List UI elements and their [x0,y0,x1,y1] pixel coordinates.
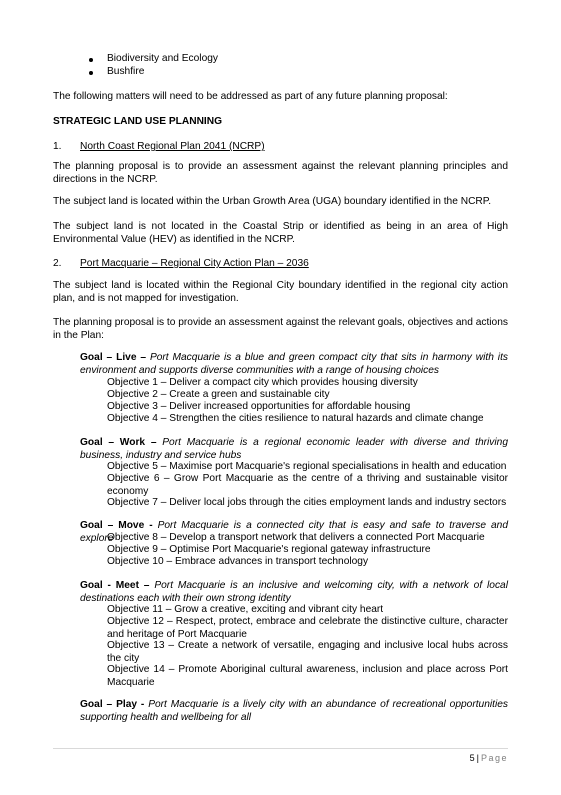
objective-item: Objective 5 – Maximise port Macquarie's regional specialisations in health and education [107,461,507,472]
goal-play [80,699,508,724]
bullet-item: Biodiversity and Ecology [107,53,218,64]
intro-paragraph: The following matters will need to be addressed as part of any future planning proposal: [53,91,448,102]
goal-meet [80,580,508,605]
bullet-dot [89,71,93,75]
section-1-paragraph: The planning proposal is to provide an assessment against the relevant planning principles and directions in the NCRP. [53,161,508,185]
section-2-paragraph: The subject land is located within the Regional City boundary identified in the regional city action plan, and is not mapped for investigation. [53,280,508,304]
objective-item: Objective 11 – Grow a creative, exciting and vibrant city heart [107,604,384,615]
section-1-title: North Coast Regional Plan 2041 (NCRP) [80,141,265,152]
goal-live [80,352,508,377]
section-2-title: Port Macquarie – Regional City Action Plan – 2036 [80,258,309,269]
goal-work [80,437,508,462]
goal-text: Port Macquarie is an inclusive and welcoming city, with a network of local destinations each with their own strong identity [80,580,508,604]
objective-item: Objective 12 – Respect, protect, embrace and celebrate the distinctive culture, character and heritage of Port Macquarie [107,616,508,640]
bullet-item: Bushfire [107,66,145,77]
objective-item: Objective 4 – Strengthen the cities resilience to natural hazards and climate change [107,413,484,424]
objective-item: Objective 8 – Develop a transport network that delivers a connected Port Macquarie [107,532,485,543]
section-2-paragraph: The planning proposal is to provide an assessment against the relevant goals, objectives and actions in the Plan: [53,317,508,341]
page-label: Page [480,753,508,763]
footer-separator: | [476,753,479,763]
footer-divider [53,748,508,749]
objective-item: Objective 9 – Optimise Port Macquarie's regional gateway infrastructure [107,544,431,555]
objective-item: Objective 14 – Promote Aboriginal cultural awareness, inclusion and place across Port Macquarie [107,664,508,688]
objective-item: Objective 7 – Deliver local jobs through the cities employment lands and industry sectors [107,497,507,508]
goal-label: Goal - Meet – [80,580,150,591]
objective-item: Objective 10 – Embrace advances in transport technology [107,556,369,567]
bullet-dot [89,58,93,62]
goal-text: Port Macquarie is a connected city that is easy and safe to traverse and explore [80,520,509,544]
goal-label: Goal – Work – [80,437,157,448]
section-2-number: 2. [53,258,62,269]
section-1-paragraph: The subject land is not located in the Coastal Strip or identified as being in an area of High Environmental Value (HEV) as identified in the NCRP. [53,221,508,245]
goal-label: Goal – Live – [80,352,147,363]
objective-item: Objective 13 – Create a network of versatile, engaging and inclusive local hubs across the city [107,640,508,664]
section-1-number: 1. [53,141,62,152]
page-footer [470,752,508,765]
section-1-paragraph: The subject land is located within the Urban Growth Area (UGA) boundary identified in the NCRP. [53,196,492,207]
goal-text: Port Macquarie is a regional economic leader with diverse and thriving business, industry and service hubs [80,437,508,461]
goal-label: Goal – Play - [80,699,145,710]
objective-item: Objective 3 – Deliver increased opportunities for affordable housing [107,401,411,412]
section-heading: STRATEGIC LAND USE PLANNING [53,116,223,127]
goal-label: Goal – Move - [80,520,153,531]
objective-item: Objective 6 – Grow Port Macquarie as the centre of a thriving and sustainable visitor economy [107,473,508,497]
objective-item: Objective 2 – Create a green and sustainable city [107,389,330,400]
goal-text: Port Macquarie is a lively city with an abundance of recreational opportunities supporting health and wellbeing for all [80,699,508,723]
goal-text: Port Macquarie is a blue and green compact city that sits in harmony with its environment and supports diverse communities with a range of housing choices [80,352,508,376]
page-number: 5 [469,753,475,763]
objective-item: Objective 1 – Deliver a compact city which provides housing diversity [107,377,418,388]
